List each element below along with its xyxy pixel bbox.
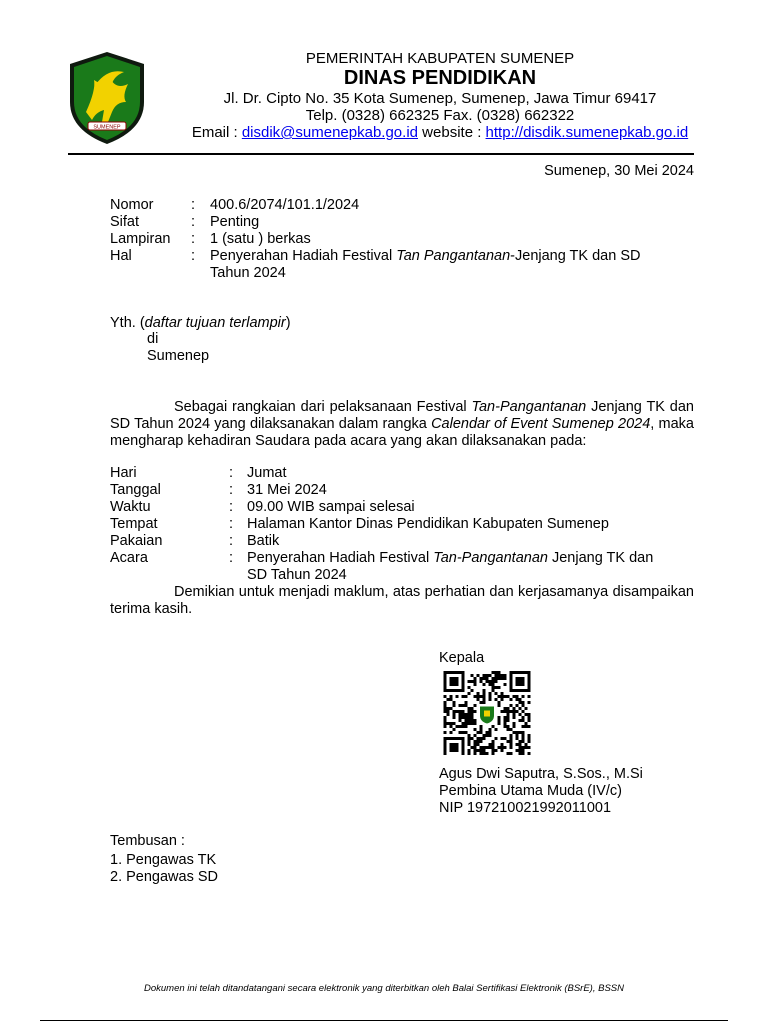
colon: : xyxy=(191,214,196,230)
acara-text-end: Jenjang TK dan xyxy=(547,550,654,566)
colon: : xyxy=(191,248,196,264)
hal-festival-name: Tan Pangantanan xyxy=(396,248,511,264)
lampiran-label: Lampiran xyxy=(110,231,171,247)
email-label: Email : xyxy=(191,124,238,141)
tempat-value: Halaman Kantor Dinas Pendidikan Kabupaten Sumenep xyxy=(247,516,609,532)
agency-phone: Telp. (0328) 662325 Fax. (0328) 662322 xyxy=(305,107,575,124)
nomor-label: Nomor xyxy=(110,197,154,213)
acara-festival: Tan-Pangantanan xyxy=(433,550,548,566)
email-link[interactable]: disdik@sumenepkab.go.id xyxy=(241,124,418,141)
colon: : xyxy=(191,231,196,247)
recipient-di: di xyxy=(147,331,159,347)
tembusan-item: 2. Pengawas SD xyxy=(110,869,219,885)
e-signature-notice: Dokumen ini telah ditandatangani secara elektronik yang diterbitkan oleh Balai Sertifikasi Elektronik (BSrE), BSSN xyxy=(144,983,624,994)
acara-text: Penyerahan Hadiah Festival xyxy=(247,550,434,566)
nomor-value: 400.6/2074/101.1/2024 xyxy=(210,197,360,213)
acara-value-line2: SD Tahun 2024 xyxy=(247,567,347,583)
sifat-label: Sifat xyxy=(110,214,140,230)
tembusan-label: Tembusan : xyxy=(110,833,185,849)
colon: : xyxy=(191,197,196,213)
colon: : xyxy=(229,550,234,566)
signature-qr-code xyxy=(443,671,531,755)
sumenep-regency-logo xyxy=(66,50,148,146)
colon: : xyxy=(229,533,234,549)
p2-text: Demikian untuk menjadi maklum, atas perhatian dan kerjasamanya disampaikan terima kasih. xyxy=(110,584,694,617)
p1-text-2: Jenjang TK dan SD Tahun 2024 yang dilaksanakan dalam rangka xyxy=(110,399,694,432)
waktu-label: Waktu xyxy=(110,499,151,515)
page-bottom-line xyxy=(40,1020,728,1021)
body-paragraph-2 xyxy=(110,584,694,618)
colon: : xyxy=(229,482,234,498)
agency-address: Jl. Dr. Cipto No. 35 Kota Sumenep, Sumenep, Jawa Timur 69417 xyxy=(223,90,657,107)
tempat-label: Tempat xyxy=(110,516,158,532)
tembusan-item: 1. Pengawas TK xyxy=(110,852,217,868)
acara-label: Acara xyxy=(110,550,148,566)
header-divider xyxy=(68,153,694,155)
lampiran-value: 1 (satu ) berkas xyxy=(210,231,311,247)
p1-text-3: , maka mengharap kehadiran Saudara pada acara yang akan dilaksanakan pada: xyxy=(110,416,694,449)
body-paragraph-1 xyxy=(110,399,694,450)
letter-date: Sumenep, 30 Mei 2024 xyxy=(544,163,694,179)
waktu-value: 09.00 WIB sampai selesai xyxy=(247,499,415,515)
signatory-title: Kepala xyxy=(439,650,485,666)
colon: : xyxy=(229,516,234,532)
signatory-nip: NIP 197210021992011001 xyxy=(439,800,612,816)
logo-ribbon-text: SUMENEP xyxy=(93,124,121,131)
recipient-prefix: Yth. ( xyxy=(110,315,145,331)
government-title: PEMERINTAH KABUPATEN SUMENEP xyxy=(305,50,575,67)
pakaian-label: Pakaian xyxy=(110,533,163,549)
p1-text: Sebagai rangkaian dari pelaksanaan Festival xyxy=(174,399,472,415)
hal-text: Penyerahan Hadiah Festival xyxy=(210,248,397,264)
tanggal-value: 31 Mei 2024 xyxy=(247,482,327,498)
recipient-suffix: ) xyxy=(285,315,291,331)
colon: : xyxy=(229,465,234,481)
agency-name: DINAS PENDIDIKAN xyxy=(343,67,537,89)
hari-label: Hari xyxy=(110,465,137,481)
website-label: website : xyxy=(422,124,482,141)
p1-event-name: Calendar of Event Sumenep 2024 xyxy=(431,416,651,432)
signatory-name: Agus Dwi Saputra, S.Sos., M.Si xyxy=(439,766,643,782)
recipient xyxy=(110,315,291,332)
qr-code-graphic xyxy=(443,671,531,755)
recipient-city: Sumenep xyxy=(147,348,210,364)
sifat-value: Penting xyxy=(210,214,260,230)
pakaian-value: Batik xyxy=(247,533,280,549)
hal-label: Hal xyxy=(110,248,132,264)
hari-value: Jumat xyxy=(247,465,287,481)
agency-contact xyxy=(160,124,720,141)
tanggal-label: Tanggal xyxy=(110,482,161,498)
signatory-rank: Pembina Utama Muda (IV/c) xyxy=(439,783,622,799)
acara-value xyxy=(247,550,653,567)
colon: : xyxy=(229,499,234,515)
website-link[interactable]: http://disdik.sumenepkab.go.id xyxy=(485,124,689,141)
hal-value xyxy=(210,248,640,265)
p1-festival: Tan-Pangantanan xyxy=(471,399,587,415)
hal-value-line2: Tahun 2024 xyxy=(210,265,286,281)
recipient-list-ref: daftar tujuan terlampir xyxy=(144,315,286,331)
hal-text-end: -Jenjang TK dan SD xyxy=(510,248,641,264)
